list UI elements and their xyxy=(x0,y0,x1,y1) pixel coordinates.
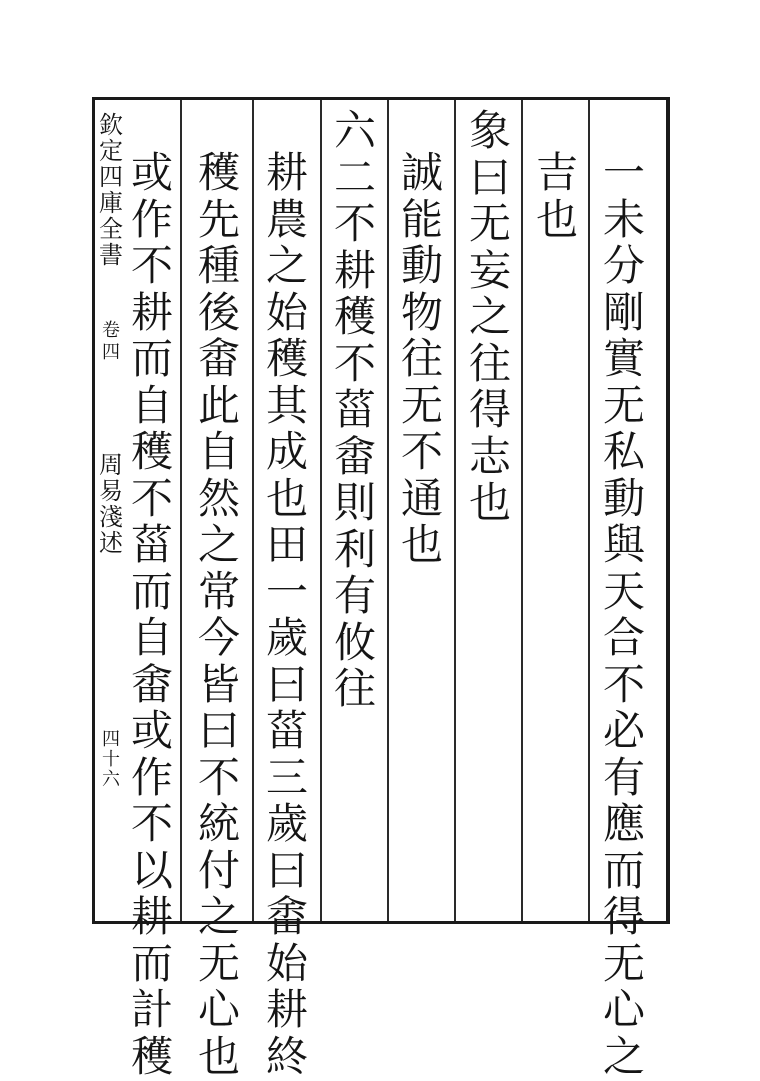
margin-page-number: 四十六 xyxy=(102,729,120,790)
column-rule xyxy=(454,100,456,921)
column-rule xyxy=(252,100,254,921)
margin-section-title: 周易淺述 xyxy=(99,451,123,557)
text-column-7: 穫先種後畬此自然之常今皆曰不統付之无心也 xyxy=(197,148,240,1081)
text-column-5: 六二不耕穫不菑畬則利有攸往 xyxy=(333,106,376,713)
text-column-2: 吉也 xyxy=(535,148,578,244)
text-column-4: 誠能動物往无不通也 xyxy=(400,148,443,569)
page-border-bottom xyxy=(92,921,670,924)
text-column-3: 象曰无妄之往得志也 xyxy=(468,106,511,527)
column-rule xyxy=(387,100,389,921)
column-rule xyxy=(180,100,182,921)
margin-book-title: 欽定四庫全書 xyxy=(99,111,123,269)
column-rule xyxy=(521,100,523,921)
text-column-1: 一未分剛實无私動與天合不必有應而得无心之 xyxy=(602,148,645,1081)
text-column-8: 或作不耕而自穫不菑而自畬或作不以耕而計穫 xyxy=(130,148,173,1081)
column-rule xyxy=(320,100,322,921)
column-rule xyxy=(588,100,590,921)
margin-chapter-mark: 卷四 xyxy=(102,320,120,363)
page-border-top xyxy=(92,97,670,100)
page-border-left xyxy=(92,97,95,924)
page-border-right xyxy=(666,97,670,924)
text-column-6: 耕農之始穫其成也田一歲曰菑三歲曰畬始耕終 xyxy=(265,148,308,1081)
